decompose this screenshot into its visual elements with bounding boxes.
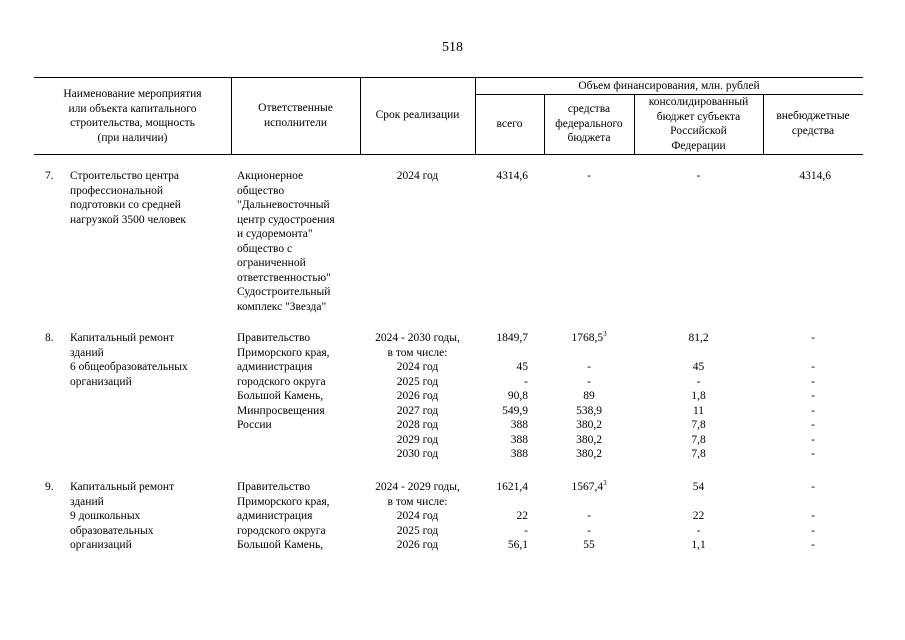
header-consolidated-line: консолидированный (648, 96, 749, 108)
row-name-line: организаций (70, 375, 132, 388)
row-federal-value: 89 (583, 390, 595, 402)
row-executors-line: администрация (237, 510, 313, 522)
row-name-line: Строительство центра (70, 170, 179, 182)
row-term (360, 480, 475, 553)
row-federal (544, 169, 634, 184)
row-term-line: 2030 год (396, 448, 439, 460)
row-federal (544, 480, 634, 553)
row-consolidated-value: - (696, 375, 701, 388)
row-term-line: 2026 год (396, 539, 439, 551)
row-total (475, 480, 528, 553)
row-executors-line: комплекс "Звезда" (237, 300, 327, 313)
row-executors-line: Большой Камень, (237, 539, 324, 551)
row-extra-value: - (811, 510, 815, 522)
page-number: 518 (442, 40, 463, 55)
row-name-line: организаций (70, 539, 132, 551)
row-federal (544, 331, 634, 462)
row-federal-value (544, 331, 634, 346)
row-name-line: 9 дошкольных (70, 510, 141, 522)
row-executors-line: центр судостроения (237, 213, 335, 226)
row-extra-value: - (811, 539, 815, 551)
row-executors-line: Правительство (237, 332, 311, 344)
row-consolidated-value: - (696, 170, 701, 182)
header-funding: Объем финансирования, млн. рублей (578, 80, 760, 92)
row-total (475, 331, 528, 462)
row-extra-value: - (811, 361, 815, 373)
row-number: 9. (45, 481, 54, 493)
header-term: Срок реализации (375, 109, 460, 121)
row-executors-line: "Дальневосточный (237, 199, 330, 211)
row-term-line: 2024 - 2030 годы, (375, 332, 460, 344)
row-executors (237, 331, 330, 433)
row-executors-line: Минпросвещения (237, 404, 325, 417)
row-term-line: 2024 год (396, 170, 439, 182)
row-term-line: 2028 год (396, 419, 439, 431)
row-consolidated-value: 11 (692, 404, 705, 417)
row-extra-value: 4314,6 (799, 170, 831, 182)
header-extra (763, 109, 863, 138)
row-executors-line: Судостроительный (237, 286, 331, 298)
row-term-line: 2024 - 2029 годы, (375, 481, 460, 493)
row-executors-line: и судоремонта" (237, 228, 313, 240)
header-executors (231, 101, 360, 130)
row-extra-value: - (811, 332, 815, 344)
row-executors-line: ограниченной (237, 257, 306, 269)
row-name-line: Капитальный ремонт (70, 481, 175, 493)
header-federal (544, 102, 634, 146)
row-executors-line: администрация (237, 361, 313, 373)
row-term-line: 2024 год (396, 510, 439, 522)
row-executors-line: Приморского края, (237, 346, 330, 359)
row-executors-line: Акционерное (237, 170, 304, 182)
header-consolidated (634, 95, 763, 153)
row-federal-value: 380,2 (576, 433, 602, 446)
row-name-line: образовательных (70, 524, 154, 537)
header-name-line: (при наличии) (97, 131, 168, 144)
row-executors-line: России (237, 419, 272, 431)
row-federal-value: 538,9 (576, 404, 602, 417)
header-extra-line: средства (791, 124, 835, 137)
row-name-line: нагрузкой 3500 человек (70, 213, 186, 226)
row-term (360, 331, 475, 462)
row-total-value: 549,9 (502, 404, 528, 417)
row-name-line: профессиональной (70, 184, 164, 197)
row-total-value: 22 (516, 510, 528, 522)
header-executors-line: Ответственные (258, 102, 333, 114)
header-bottom-border (34, 154, 863, 155)
row-executors-line: городского округа (237, 375, 326, 388)
row-name-line: зданий (70, 495, 104, 508)
row-executors-line: общество (237, 184, 285, 197)
header-name-line: или объекта капитального (68, 102, 197, 115)
row-federal-value: - (587, 170, 591, 182)
row-total-value: - (524, 375, 528, 388)
row-extra-value: - (811, 481, 815, 493)
header-consolidated-line: Федерации (671, 139, 726, 152)
header-name-line: Наименование мероприятия (63, 88, 202, 100)
row-extra (763, 169, 831, 184)
row-executors-line: городского округа (237, 524, 326, 537)
row-name (70, 331, 188, 389)
row-executors (237, 169, 335, 314)
row-total-value: 56,1 (507, 539, 528, 551)
row-consolidated-value (634, 346, 763, 361)
row-executors-line: Правительство (237, 481, 311, 493)
footnote-mark: 3 (603, 479, 607, 488)
row-extra-value (763, 495, 863, 510)
row-term-line: 2025 год (396, 524, 439, 537)
header-consolidated-line: бюджет субъекта (656, 110, 741, 123)
row-extra-value: - (811, 419, 815, 431)
row-executors-line: ответственностью" (237, 271, 331, 284)
row-total-value: 45 (516, 361, 528, 373)
row-federal-value: - (587, 375, 591, 388)
row-consolidated-value: 54 (692, 481, 705, 493)
row-consolidated-value: 1,8 (691, 390, 706, 402)
header-federal-line: федерального (555, 117, 623, 130)
row-federal-value: 380,2 (576, 419, 602, 431)
row-total-value: 388 (510, 419, 528, 431)
row-federal-value: 380,2 (576, 448, 602, 460)
row-term-line: 2029 год (396, 433, 439, 446)
row-total (475, 169, 528, 184)
row-federal-value (544, 495, 634, 510)
row-consolidated-value: 81,2 (688, 332, 709, 344)
row-executors-line: Большой Камень, (237, 390, 324, 402)
row-federal-value: 55 (583, 539, 595, 551)
row-total-value: 4314,6 (496, 170, 528, 182)
row-term-line: 2025 год (396, 375, 439, 388)
row-federal-value (544, 346, 634, 361)
row-name (70, 480, 174, 553)
row-number: 7. (45, 170, 54, 182)
row-federal-value: - (587, 524, 591, 537)
row-total-value: 1621,4 (496, 481, 528, 493)
row-total-value: 388 (510, 448, 528, 460)
row-consolidated-value (634, 495, 763, 510)
row-consolidated-value: 1,1 (691, 539, 706, 551)
row-number: 8. (45, 332, 54, 344)
row-consolidated-value: 7,8 (691, 419, 706, 431)
row-name (70, 169, 186, 227)
row-extra-value: - (811, 375, 815, 388)
federal-total-value: 1768,5 (571, 332, 604, 344)
header-name-line: строительства, мощность (70, 117, 195, 129)
federal-total-value: 1567,4 (571, 481, 604, 493)
row-term-line: 2026 год (396, 390, 439, 402)
row-total-value (475, 495, 528, 510)
row-federal-value: - (587, 510, 591, 522)
row-federal-value (544, 480, 634, 495)
row-consolidated-value: 7,8 (691, 433, 706, 446)
row-total-value (475, 346, 528, 361)
header-federal-line: бюджета (567, 132, 611, 144)
row-executors (237, 480, 330, 553)
row-name-line: зданий (70, 346, 104, 359)
row-consolidated (634, 169, 763, 184)
row-federal-value: - (587, 361, 591, 373)
row-term-line: 2024 год (396, 361, 439, 373)
row-term-line: в том числе: (387, 495, 448, 508)
header-extra-line: внебюджетные (776, 110, 850, 122)
row-extra-value: - (811, 433, 815, 446)
row-extra-value: - (811, 390, 815, 402)
header-executors-line: исполнители (263, 116, 328, 129)
row-name-line: подготовки со средней (70, 199, 181, 211)
row-total-value: - (524, 524, 528, 537)
table-top-border (34, 77, 863, 78)
row-consolidated-value: 7,8 (691, 448, 706, 460)
row-consolidated (634, 331, 763, 462)
row-name-line: 6 общеобразовательных (70, 361, 188, 373)
row-extra-value (763, 346, 863, 361)
header-total: всего (496, 118, 523, 130)
footnote-mark: 3 (603, 330, 607, 339)
row-extra-value: - (811, 404, 815, 417)
header-federal-line: средства (567, 103, 611, 115)
row-consolidated-value: 45 (692, 361, 705, 373)
header-consolidated-line: Российской (670, 125, 727, 137)
row-name-line: Капитальный ремонт (70, 332, 175, 344)
row-term-line: в том числе: (387, 346, 448, 359)
row-consolidated (634, 480, 763, 553)
row-extra-value: - (811, 524, 815, 537)
row-executors-line: общество с (237, 242, 293, 255)
header-name (34, 87, 231, 145)
row-consolidated-value: - (696, 524, 701, 537)
row-executors-line: Приморского края, (237, 495, 330, 508)
row-extra (763, 331, 863, 462)
row-total-value: 388 (510, 433, 528, 446)
row-extra-value: - (811, 448, 815, 460)
row-term (360, 169, 475, 184)
row-total-value: 90,8 (507, 390, 528, 402)
row-term-line: 2027 год (396, 404, 439, 417)
row-total-value: 1849,7 (496, 332, 528, 344)
row-consolidated-value: 22 (692, 510, 705, 522)
row-extra (763, 480, 863, 553)
